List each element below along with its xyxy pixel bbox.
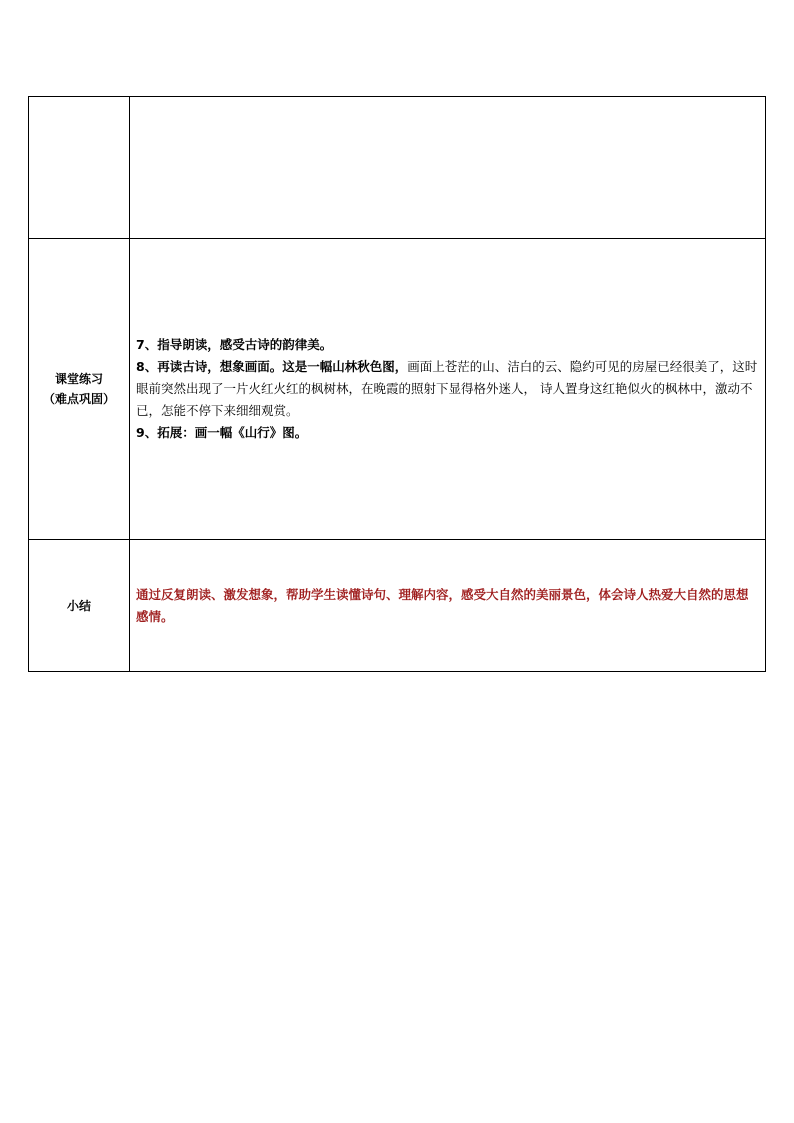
- table-row: [29, 97, 766, 239]
- row-content-cell: [130, 97, 766, 239]
- exercise-item-text: 画面上苍茫的山、洁白的云、隐约可见的房屋已经很美了，这时眼前突然出现了一片火红火红的枫树林，在晚霞的照射下显得格外迷人， 诗人置身这红艳似火的枫林中，激动不已，怎能不停下来细细观赏。: [136, 359, 758, 418]
- summary-text: 通过反复朗读、激发想象，帮助学生读懂诗句、理解内容，感受大自然的美丽景色，体会诗人热爱大自然的思想感情。: [136, 586, 749, 624]
- row-content-cell: [130, 239, 766, 540]
- table-row: [29, 540, 766, 672]
- row-label-cell: [29, 97, 130, 239]
- section-label-summary: 小结: [66, 598, 91, 613]
- exercise-item-title: 9、拓展：画一幅《山行》图。: [136, 425, 308, 440]
- row-label-cell: [29, 540, 130, 672]
- lesson-plan-table: [28, 96, 766, 672]
- exercise-item-8: [136, 356, 759, 422]
- exercise-item-title: 8、再读古诗，想象画面。这是一幅山林秋色图，: [136, 359, 408, 374]
- table-row: [29, 239, 766, 540]
- row-content-cell: [130, 540, 766, 672]
- exercise-item-9: [136, 422, 759, 444]
- section-sublabel-key-points: （难点巩固）: [42, 392, 115, 406]
- exercise-item-7: [136, 334, 759, 356]
- section-label-classroom-practice: 课堂练习: [54, 372, 103, 386]
- row-label-cell: [29, 239, 130, 540]
- exercise-item-title: 7、指导朗读，感受古诗的韵律美。: [136, 337, 333, 352]
